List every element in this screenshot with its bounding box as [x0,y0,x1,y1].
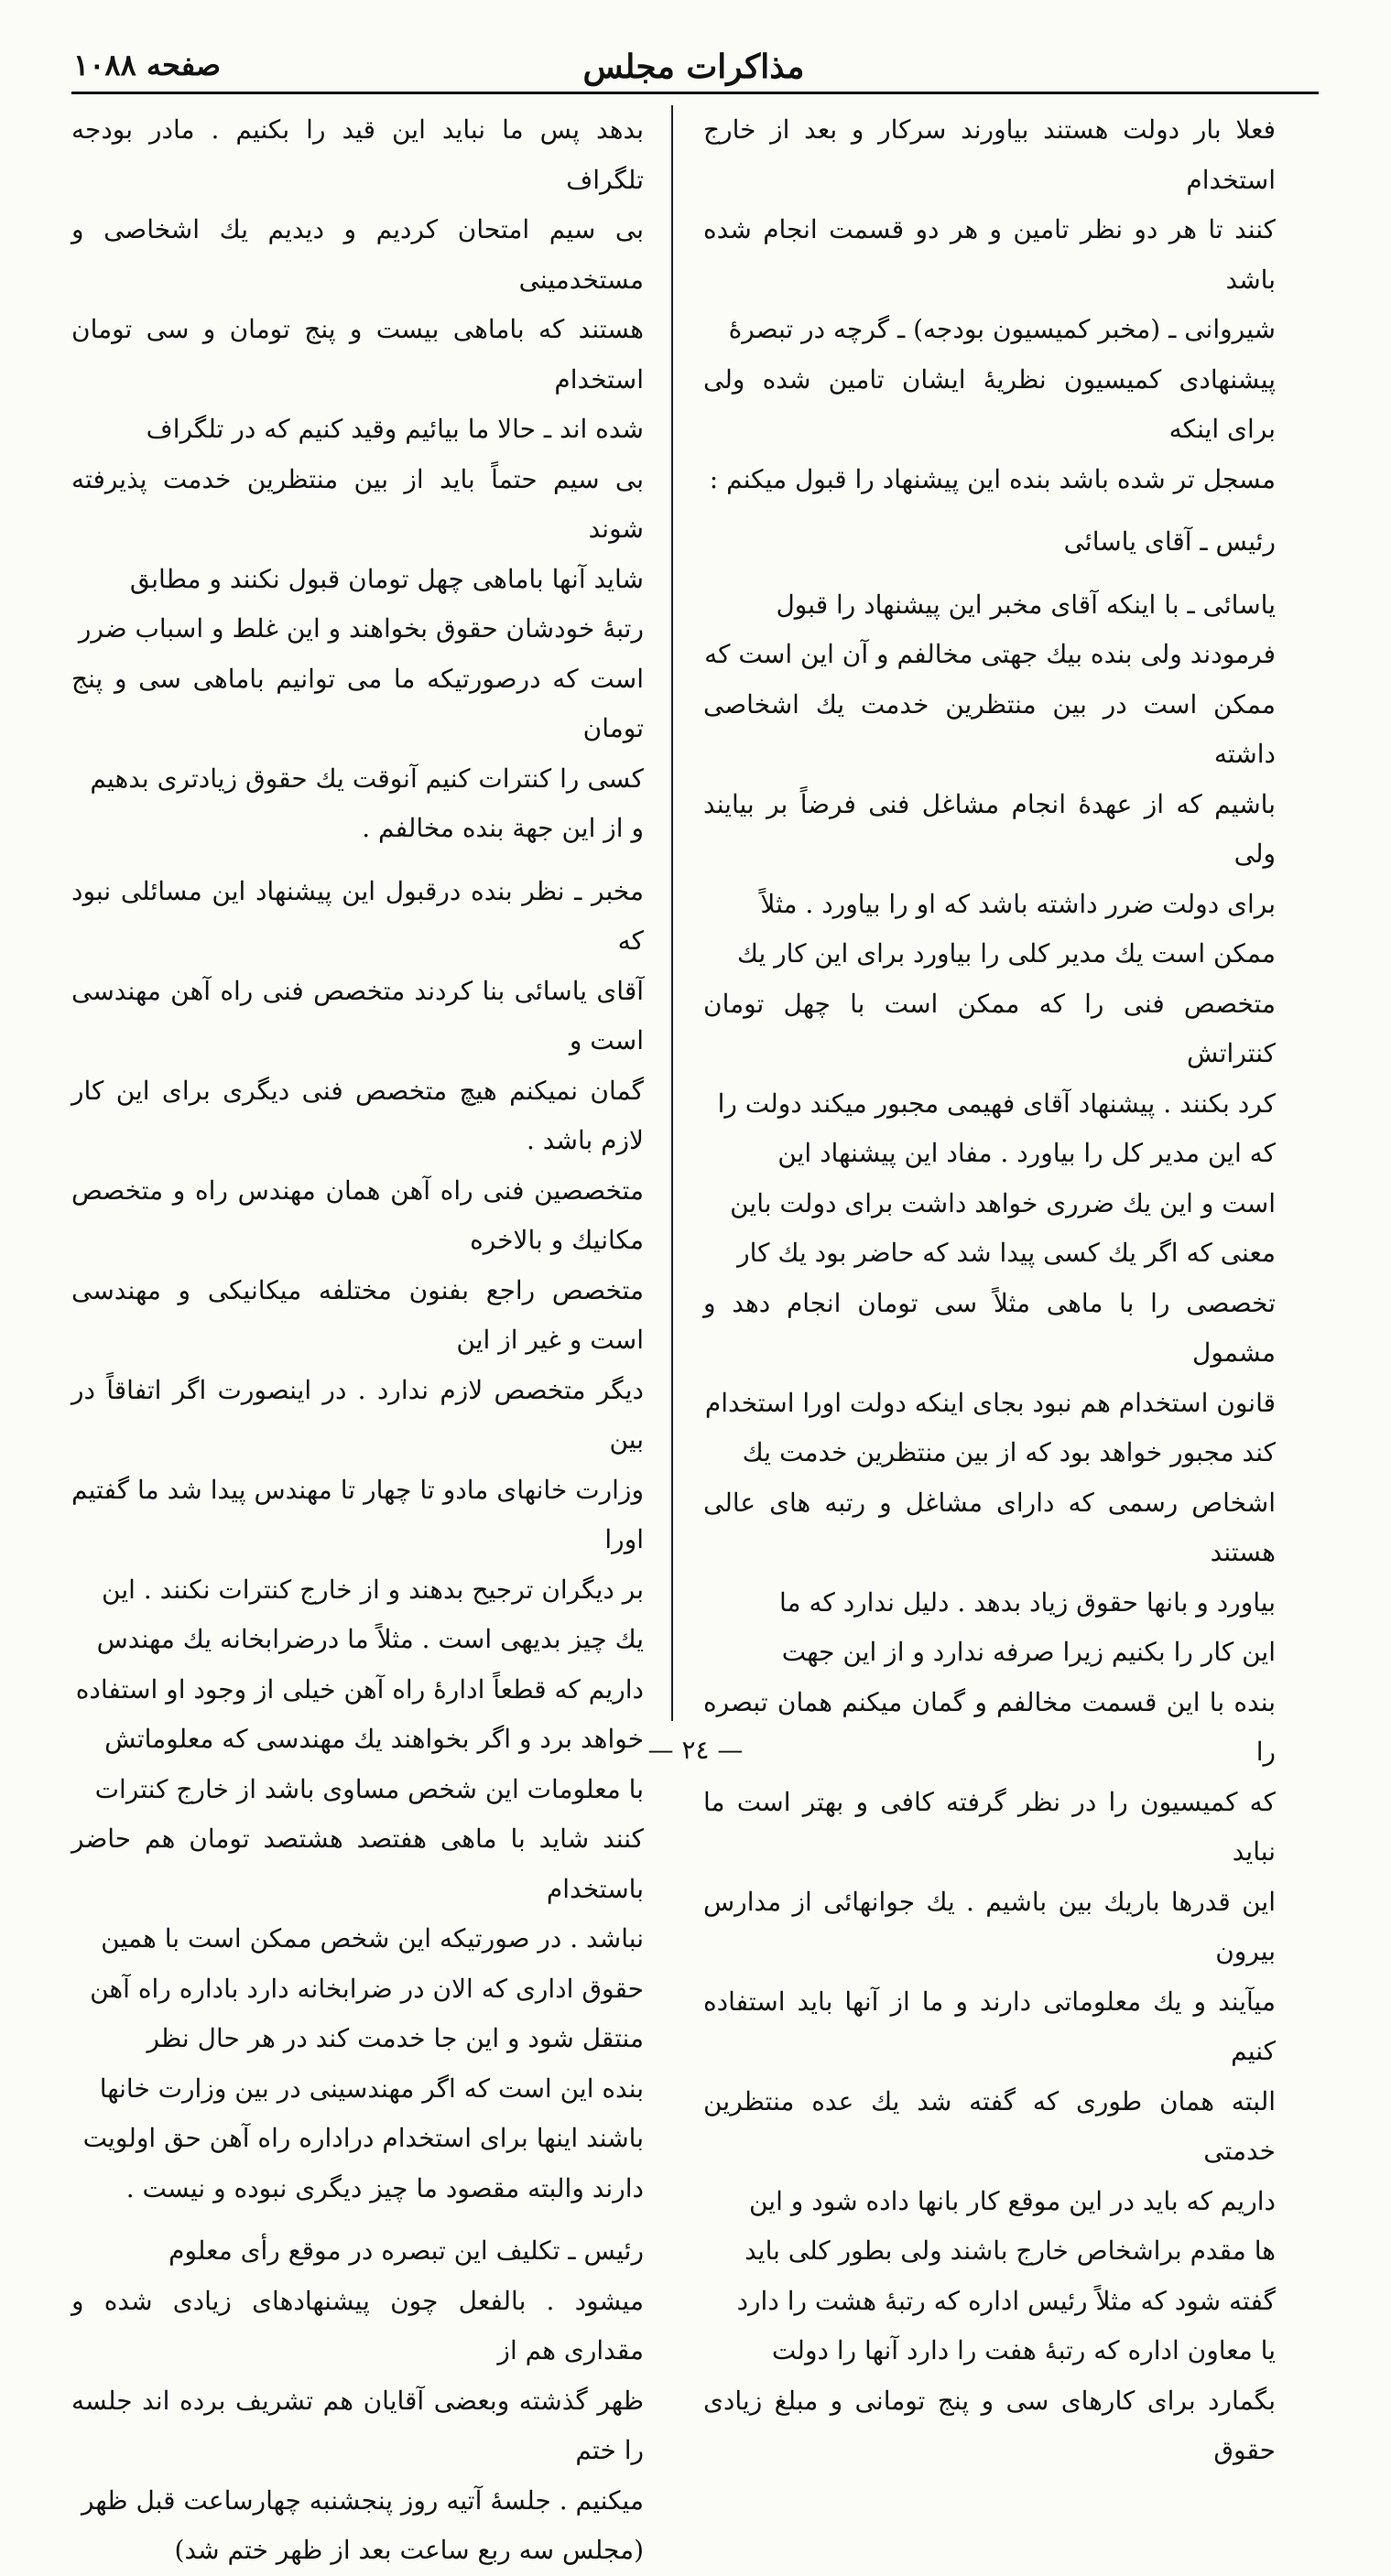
text-line: كه كمیسیون را در نظر گرفته كافی و بهتر است ما نباید [703,1786,1276,1867]
text-line: منتقل شود و این جا خدمت كند در هر حال نظر [147,2023,644,2053]
text-line: مخبر ـ نظر بنده درقبول این پیشنهاد این مسائلی نبود كه [71,875,644,956]
paragraph [71,105,644,854]
text-line: بنده با این قسمت مخالفم و گمان میكنم همان تبصره را [703,1686,1276,1767]
text-line: میكنیم . جلسهٔ آتیه روز پنجشنبه چهارساعت قبل ظهر [81,2484,644,2516]
text-line: دارند والبته مقصود ما چیز دیگری نبوده و نیست . [125,2172,644,2203]
text-line: (مجلس سه ربع ساعت بعد از ظهر ختم شد) [174,2535,644,2565]
text-line: کرد بکنند . پیشنهاد آقای فهیمی مجبور میكند دولت را [717,1088,1276,1119]
text-line: ظهر گذشته وبعضی آقایان هم تشریف برده اند جلسه را ختم [71,2385,644,2465]
paragraph [71,2226,644,2576]
text-line: شاید آنها باماهی چهل تومان قبول نكنند و مطابق [129,563,644,594]
text-line: ممكن است در بین منتظرین خدمت یك اشخاصی داشته [703,688,1276,769]
text-line: وزارت خانهای مادو تا چهار تا مهندس پیدا شد ما گفتیم اورا [71,1474,644,1554]
text-line: رئیس ـ آقای یاسائی [1063,526,1276,557]
text-line: فرمودند ولی بنده بیك جهتی مخالفم و آن این است كه [704,639,1276,669]
column-divider [671,105,673,1721]
text-line: است و این یك ضرری خواهد داشت برای دولت باین [730,1187,1276,1218]
text-line: متخصص راجع بفنون مختلفه میكانیكی و مهندسی است و غیر از این [71,1274,644,1355]
text-line: بر دیگران ترجیح بدهند و از خارج كنترات نكنند . این [102,1574,644,1605]
page-number: — ٢٤ — [647,1735,744,1765]
text-line: كند مجبور خواهد بود كه از بین منتظرین خدمت یك [742,1437,1276,1467]
text-line: شده اند ـ حالا ما بیائیم وقید كنیم كه در تلگراف [146,414,644,444]
text-line: باشیم كه از عهدهٔ انجام مشاغل فنی فرضاً بر بیایند ولی [703,788,1276,869]
text-line: دیگر متخصص لازم ندارد . در اینصورت اگر اتفاقاً در بین [71,1374,644,1455]
page-title: مذاكرات مجلس [582,48,805,86]
text-line: قانون استخدام هم نبود بجای اینكه دولت اورا استخدام [704,1387,1276,1418]
text-line: ممكن است یك مدیر كلی را بیاورد برای این كار یك [736,938,1276,969]
paragraph [703,580,1276,2476]
text-line: فعلا بار دولت هستند بیاورند سرکار و بعد از خارج استخدام [703,114,1276,195]
text-line: یا معاون اداره كه رتبهٔ هفت را دارد آنها را دولت [771,2335,1276,2365]
text-line: داریم كه قطعاً ادارهٔ راه آهن خیلی از وجود او استفاده [75,1673,644,1705]
text-line: داریم كه باید در این موقع كار بانها داده شود و این [748,2185,1276,2216]
text-line: شیروانی ـ (مخبر کمیسیون بودجه) ـ گرچه در تبصرهٔ [728,314,1276,344]
text-line: بیاورد و بانها حقوق زیاد بدهد . دلیل ندارد كه ما [779,1586,1276,1618]
text-line: آقای یاسائی بنا كردند متخصص فنی راه آهن مهندسی است و [71,975,644,1055]
text-line: است كه درصورتیكه ما می توانیم باماهی سی و پنج تومان [71,663,644,743]
text-line: متخصصین فنی راه آهن همان مهندس راه و متخصص مكانیك و بالاخره [71,1174,644,1255]
paragraph [71,867,644,2214]
text-line: میآیند و یك معلوماتی دارند و ما از آنها باید استفاده كنیم [703,1986,1276,2066]
text-line: كسی را كنترات كنیم آنوقت یك حقوق زیادتری بدهیم [90,763,644,794]
text-line: نباشد . در صورتیكه این شخص ممكن است با همین [101,1923,644,1954]
text-line: اشخاص رسمی كه دارای مشاغل و رتبه های عالی هستند [703,1487,1276,1567]
text-line: و از این جهة بنده مخالفم . [362,813,644,843]
text-line: میشود . بالفعل چون پیشنهادهای زیادی شده و مقداری هم از [71,2285,644,2365]
page-label: صفحه ۱۰۸۸ [73,48,222,82]
header-rule [71,92,1319,94]
text-line: البته همان طوری كه گفته شد یك عده منتظرین خدمتی [703,2085,1276,2166]
text-line: برای دولت ضرر داشته باشد كه او را بیاورد . مثلاً [760,888,1276,919]
text-line: معنی كه اگر یك كسی پیدا شد كه حاضر بود یك كار [737,1238,1276,1268]
text-line: بدهد پس ما نباید این قید را بكنیم . مادر بودجه تلگراف [71,114,644,195]
text-line: بنده این است كه اگر مهندسینی در بین وزارت خانها [99,2073,644,2104]
text-line: رتبهٔ خودشان حقوق بخواهند و این غلط و اسباب ضرر [78,613,644,644]
text-line: این كار را بكنیم زیرا صرفه ندارد و از این جهت [781,1637,1276,1667]
text-line: بی سیم حتماً باید از بین منتظرین خدمت پذیرفته شوند [71,463,644,544]
right-column [703,105,1276,2465]
text-line: پیشنهادی کمیسیون نظریهٔ ایشان تامین شده ولی برای اینکه [703,363,1276,444]
text-line: گفته شود كه مثلاً رئیس اداره كه رتبهٔ هشت را دارد [736,2285,1276,2316]
text-line: كه این مدیر كل را بیاورد . مفاد این پیشنهاد این [777,1138,1276,1168]
page-header [73,44,1314,90]
text-line: خواهد برد و اگر بخواهند یك مهندسی كه معلوماتش [104,1724,644,1754]
text-line: هستند كه باماهی بیست و پنج تومان و سی تومان استخدام [71,314,644,395]
text-line: ها مقدم براشخاص خارج باشند ولی بطور كلی باید [744,2235,1276,2266]
text-line: بگمارد برای كارهای سی و پنج تومانی و مبلغ زیادی حقوق [703,2385,1276,2465]
text-line: مسجل تر شده باشد بنده این پیشنهاد را قبول میکنم : [709,463,1276,494]
text-line: كنند شاید با ماهی هفتصد هشتصد تومان هم حاضر باستخدام [71,1824,644,1904]
text-line: حقوق اداری كه الان در ضرابخانه دارد باداره راه آهن [90,1973,644,2004]
text-line: گمان نمیكنم هیچ متخصص فنی دیگری برای این كار لازم باشد . [71,1075,644,1155]
left-column [71,105,644,2565]
text-line: این قدرها باریك بین باشیم . یك جوانهائی از مدارس بیرون [703,1886,1276,1966]
text-line: تخصصی را با ماهی مثلاً سی تومان انجام دهد و مشمول [703,1287,1276,1368]
text-line: یاسائی ـ با اینکه آقای مخبر این پیشنهاد را قبول [776,589,1276,620]
text-line: کنند تا هر دو نظر تامین و هر دو قسمت انجام شده باشد [703,214,1276,295]
text-line: بی سیم امتحان كردیم و دیدیم یك اشخاصی و مستخدمینی [71,214,644,295]
paragraph [703,105,1276,504]
text-line: رئیس ـ تكلیف این تبصره در موقع رأی معلوم [168,2235,644,2266]
text-line: با معلومات این شخص مساوی باشد از خارج كنترات [94,1773,644,1804]
paragraph [703,517,1276,568]
text-line: یك چیز بدیهی است . مثلاً ما درضرابخانه یك مهندس [96,1624,644,1654]
text-line: باشند اینها برای استخدام دراداره راه آهن حق اولویت [82,2123,644,2153]
text-line: متخصص فنی را كه ممكن است با چهل تومان كنتراتش [703,988,1276,1068]
